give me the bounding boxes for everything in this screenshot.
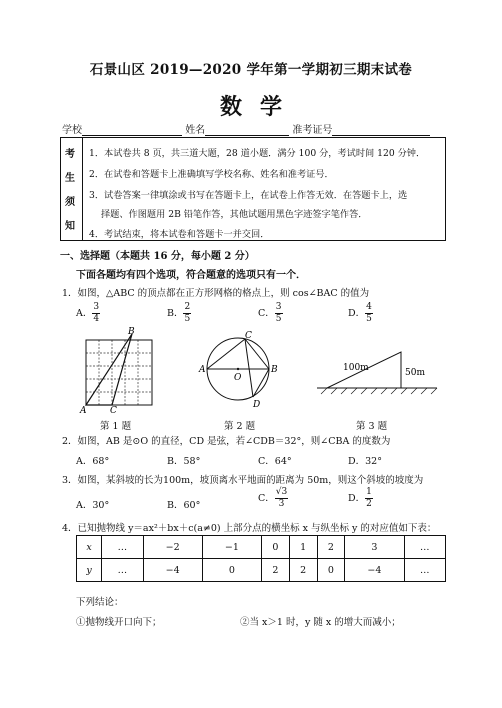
fig2-label-a: A — [199, 365, 206, 375]
q2-stem: 2．如图，AB 是⊙O 的直径，CD 是弦，若∠CDB＝32°，则∠CBA 的度数为 — [62, 436, 391, 447]
q4-conclusion-1: ①抛物线开口向下； — [76, 617, 162, 628]
name-field[interactable] — [205, 125, 289, 136]
table-cell: 2 — [317, 536, 345, 559]
ticket-label: 准考证号 — [292, 125, 333, 136]
table-cell: y — [77, 559, 102, 582]
q1-option-a: A． $\frac{3}{4}$ — [76, 302, 100, 324]
school-label: 学校 — [62, 125, 82, 136]
table-cell: 0 — [317, 559, 345, 582]
name-label: 姓名 — [185, 125, 206, 136]
q3-stem: 3．如图，某斜坡的长为100m，坡顶离水平地面的距离为 50m，则这个斜坡的坡度为 — [62, 475, 424, 486]
fig2-label-d: D — [253, 400, 261, 410]
notice-item: 2．在试卷和答题卡上准确填写学校名称、姓名和准考证号． — [89, 169, 334, 180]
section-instruction: 下面各题均有四个选项，符合题意的选项只有一个． — [76, 270, 306, 281]
table-cell: … — [404, 536, 445, 559]
q4-conclusion-2: ②当 x＞1 时，y 随 x 的增大而减小； — [240, 617, 401, 628]
exam-title: 石景山区 2019—2020 学年第一学期初三期末试卷 — [89, 62, 413, 78]
table-cell: 2 — [261, 559, 289, 582]
notice-header — [61, 138, 83, 240]
notice-header-char: 生 — [65, 173, 75, 184]
table-row — [77, 559, 446, 582]
fig2-label-b: B — [271, 365, 278, 375]
table-cell: −4 — [345, 559, 404, 582]
table-cell: … — [404, 559, 445, 582]
fig1-label-b: B — [128, 327, 135, 337]
fig3-label-height: 50m — [405, 368, 425, 378]
notice-header-char: 知 — [65, 221, 75, 232]
q1-option-d: D． $\frac{4}{5}$ — [348, 302, 372, 324]
table-cell: −4 — [143, 559, 202, 582]
fig1-label-c: C — [110, 406, 117, 414]
student-info-line — [62, 121, 452, 136]
table-cell: x — [77, 536, 102, 559]
notice-box — [60, 137, 446, 241]
notice-item: 3．试卷答案一律填涂或书写在答题卡上，在试卷上作答无效．在答题卡上，选 — [89, 190, 408, 201]
q3-option-d: D． $\frac{1}{2}$ — [348, 487, 372, 509]
fig2-label-c: C — [245, 331, 252, 341]
q1-stem: 1．如图，△ABC 的顶点都在正方形网格的格点上，则 cos∠BAC 的值为 — [62, 288, 370, 299]
q3-option-a: A．30° — [76, 500, 110, 511]
table-cell: … — [102, 536, 143, 559]
q2-option-b: B．58° — [167, 456, 201, 467]
q2-option-a: A．68° — [76, 456, 110, 467]
q2-option-c: C．64° — [258, 456, 292, 467]
notice-item: 择题、作图题用 2B 铅笔作答，其他试题用黑色字迹签字笔作答． — [101, 209, 368, 220]
table-cell: −2 — [143, 536, 202, 559]
q3-option-b: B．60° — [167, 500, 201, 511]
fig1-caption: 第 1 题 — [100, 421, 132, 432]
table-cell: 2 — [289, 559, 317, 582]
subject-title: 数学 — [219, 94, 300, 120]
q1-option-b: B． $\frac{2}{5}$ — [167, 302, 191, 324]
q4-value-table — [76, 535, 446, 582]
fig3-slope — [315, 346, 440, 396]
fig1-grid-triangle — [72, 326, 162, 414]
q4-stem: 4．已知抛物线 y＝ax²＋bx＋c(a≠0) 上部分点的横坐标 x 与纵坐标 y 的对应值如下表： — [62, 523, 437, 534]
notice-header-char: 考 — [65, 149, 75, 160]
fig2-caption: 第 2 题 — [224, 421, 256, 432]
notice-header-char: 须 — [65, 197, 75, 208]
ticket-field[interactable] — [332, 125, 430, 136]
table-cell: … — [102, 559, 143, 582]
section-title: 一、选择题（本题共 16 分，每小题 2 分） — [60, 251, 255, 262]
table-cell: 3 — [345, 536, 404, 559]
q1-option-c: C． $\frac{3}{5}$ — [258, 302, 282, 324]
q3-option-c: C． $\frac{√3}{3}$ — [258, 487, 288, 509]
fig1-label-a: A — [80, 406, 87, 414]
notice-item: 4．考试结束，将本试卷和答题卡一并交回． — [89, 229, 270, 240]
fig2-label-o: O — [234, 373, 242, 383]
table-cell: 0 — [261, 536, 289, 559]
school-field[interactable] — [82, 125, 182, 136]
table-cell: −1 — [202, 536, 261, 559]
q2-option-d: D．32° — [348, 456, 382, 467]
table-cell: 1 — [289, 536, 317, 559]
q4-conclusions-label: 下列结论： — [76, 597, 124, 608]
table-cell: 0 — [202, 559, 261, 582]
table-row — [77, 536, 446, 559]
fig2-circle — [198, 328, 278, 410]
notice-item: 1．本试卷共 8 页，共三道大题，28 道小题．满分 100 分，考试时间 120 分钟． — [89, 148, 426, 159]
fig3-caption: 第 3 题 — [356, 421, 388, 432]
fig3-label-slope: 100m — [343, 363, 369, 373]
